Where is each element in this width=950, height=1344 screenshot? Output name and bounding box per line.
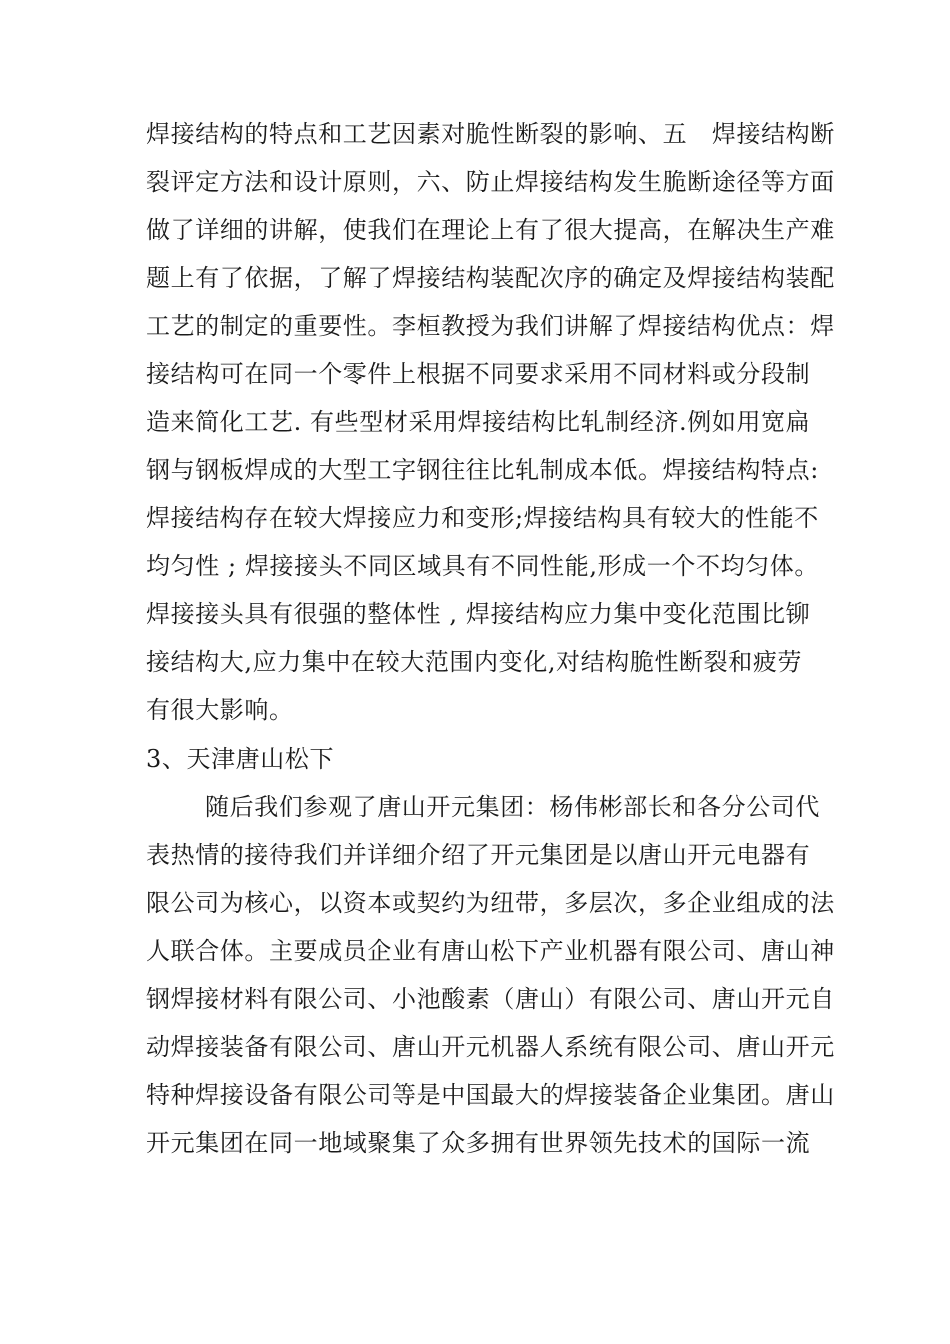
paragraph-1-line-2: 裂评定方法和设计原则，六、防止焊接结构发生脆断途径等方面 — [146, 168, 835, 196]
paragraph-1-line-5: 工艺的制定的重要性。李桓教授为我们讲解了焊接结构优点：焊 — [146, 312, 835, 340]
paragraph-1-line-4: 题上有了依据，了解了焊接结构装配次序的确定及焊接结构装配 — [146, 264, 835, 292]
paragraph-1-line-12: 接结构大,应力集中在较大范围内变化,对结构脆性断裂和疲劳 — [146, 648, 803, 676]
paragraph-1-line-11: 焊接接头具有很强的整体性 , 焊接结构应力集中变化范围比铆 — [146, 600, 811, 628]
paragraph-2-line-3: 限公司为核心，以资本或契约为纽带，多层次，多企业组成的法 — [146, 889, 835, 917]
paragraph-2-line-2: 表热情的接待我们并详细介绍了开元集团是以唐山开元电器有 — [146, 841, 811, 869]
paragraph-1-line-6: 接结构可在同一个零件上根据不同要求采用不同材料或分段制 — [146, 360, 811, 388]
paragraph-1-line-13: 有很大影响。 — [146, 696, 294, 724]
paragraph-1-line-3: 做了详细的讲解，使我们在理论上有了很大提高，在解决生产难 — [146, 216, 835, 244]
paragraph-2-line-7: 特种焊接设备有限公司等是中国最大的焊接装备企业集团。唐山 — [146, 1081, 835, 1109]
section-heading: 3、天津唐山松下 — [146, 745, 335, 773]
paragraph-1-line-8: 钢与钢板焊成的大型工字钢往往比轧制成本低。焊接结构特点: — [146, 456, 819, 484]
paragraph-2-line-1: 随后我们参观了唐山开元集团：杨伟彬部长和各分公司代 — [205, 793, 820, 821]
paragraph-1-line-9: 焊接结构存在较大焊接应力和变形;焊接结构具有较大的性能不 — [146, 504, 819, 532]
paragraph-1-line-1: 焊接结构的特点和工艺因素对脆性断裂的影响、五 焊接结构断 — [146, 120, 835, 148]
paragraph-2-line-5: 钢焊接材料有限公司、小池酸素（唐山）有限公司、唐山开元自 — [146, 985, 835, 1013]
paragraph-2-line-6: 动焊接装备有限公司、唐山开元机器人系统有限公司、唐山开元 — [146, 1033, 835, 1061]
paragraph-1-line-10: 均匀性 ; 焊接接头不同区域具有不同性能,形成一个不均匀体。 — [146, 552, 819, 580]
paragraph-1-line-7: 造来简化工艺. 有些型材采用焊接结构比轧制经济.例如用宽扁 — [146, 408, 811, 436]
paragraph-2-line-4: 人联合体。主要成员企业有唐山松下产业机器有限公司、唐山神 — [146, 937, 835, 965]
paragraph-2-line-8: 开元集团在同一地域聚集了众多拥有世界领先技术的国际一流 — [146, 1129, 811, 1157]
